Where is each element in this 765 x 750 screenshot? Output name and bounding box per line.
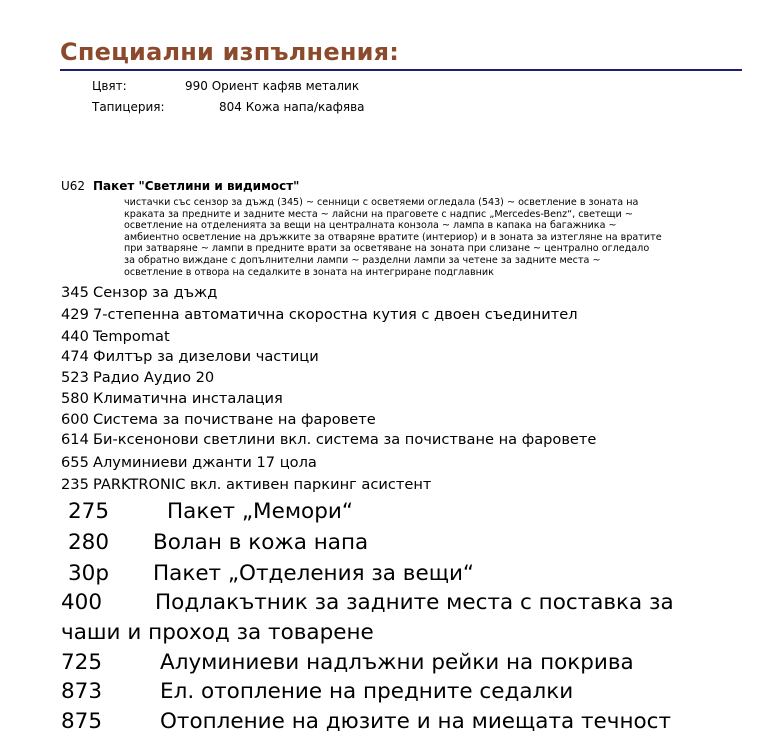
option-item xyxy=(61,306,578,323)
option-code: 655 xyxy=(61,454,89,471)
option-label: Радио Аудио 20 xyxy=(93,369,215,386)
option-code-large: 725 xyxy=(61,650,103,675)
package-description-line: чистачки със сензор за дъжд (345) ~ сенници с осветяеми огледала (543) ~ осветление в зоната на xyxy=(124,197,639,208)
package-description-line: осветление в отвора на седалките в зоната на интегриране подглавник xyxy=(124,266,494,278)
option-label-large-continued: чаши и проход за товарене xyxy=(61,620,374,645)
option-code-large: 400 xyxy=(61,590,103,615)
package-description-line: при затваряне ~ лампи в предните врати за осветяване на зоната при слизане ~ централно огледало xyxy=(124,243,650,255)
package-name: Пакет "Светлини и видимост" xyxy=(93,179,300,193)
option-item xyxy=(61,284,217,301)
option-item xyxy=(61,348,319,365)
option-label: PARKTRONIC вкл. активен паркинг асистент xyxy=(93,476,432,493)
option-label: Климатична инсталация xyxy=(93,390,283,407)
option-label: Система за почистване на фаровете xyxy=(93,411,376,428)
option-item xyxy=(61,431,596,448)
option-code: 474 xyxy=(61,348,89,365)
package-description-line: осветление на отделенията за вещи на централната конзола ~ лампа в капака на багажника ~ xyxy=(124,220,617,232)
option-code: 600 xyxy=(61,411,89,428)
option-label: Филтър за дизелови частици xyxy=(93,348,319,365)
option-code: 440 xyxy=(61,328,89,345)
color-value: 990 Ориент кафяв металик xyxy=(185,79,360,93)
page-title: Специални изпълнения: xyxy=(60,38,400,66)
option-label: Алуминиеви джанти 17 цола xyxy=(93,454,317,471)
option-code: 614 xyxy=(61,431,89,448)
option-item xyxy=(61,369,214,386)
option-code-large: 30р xyxy=(68,561,110,586)
option-code: 345 xyxy=(61,284,89,301)
option-label-large: Пакет „Мемори“ xyxy=(167,499,353,524)
option-item xyxy=(61,454,317,471)
option-label: Би-ксенонови светлини вкл. система за почистване на фаровете xyxy=(93,431,597,448)
package-description-line: краката за предните и задните места ~ лайсни на праговете с надпис „Mercedes-Benz“, светещи ~ xyxy=(124,208,633,220)
option-code-large: 873 xyxy=(61,679,103,704)
option-label-large: Ел. отопление на предните седалки xyxy=(160,679,574,704)
upholstery-label: Тапицерия: xyxy=(92,100,165,114)
color-label: Цвят: xyxy=(92,79,127,93)
upholstery-value: 804 Кожа напа/кафява xyxy=(219,100,365,114)
option-label-large: Отопление на дюзите и на миещата течност xyxy=(160,709,672,734)
package-description-line: амбиентно осветление на дръжките за отваряне вратите (интериор) и в зоната за изтегляне на вратите xyxy=(124,231,662,243)
option-code: 235 xyxy=(61,476,89,493)
option-item xyxy=(61,390,283,407)
option-code-large: 875 xyxy=(61,709,103,734)
package-code: U62 xyxy=(61,179,86,193)
option-label: 7-степенна автоматична скоростна кутия с двоен съединител xyxy=(93,306,578,323)
option-item xyxy=(61,411,376,428)
option-label: Tempomat xyxy=(93,328,170,345)
option-code-large: 275 xyxy=(68,499,110,524)
option-label-large: Алуминиеви надлъжни рейки на покрива xyxy=(160,650,634,675)
package-description xyxy=(124,197,664,278)
option-code-large: 280 xyxy=(68,530,110,555)
option-label-large: Подлакътник за задните места с поставка за xyxy=(155,590,674,615)
option-label: Сензор за дъжд xyxy=(93,284,218,301)
option-code: 429 xyxy=(61,306,89,323)
option-code: 580 xyxy=(61,390,89,407)
option-label-large: Волан в кожа напа xyxy=(153,530,369,555)
option-item xyxy=(61,476,431,493)
option-label-large: Пакет „Отделения за вещи“ xyxy=(153,561,475,586)
option-item xyxy=(61,328,170,345)
title-divider xyxy=(60,69,742,71)
package-description-line: за обратно виждане с допълнителни лампи ~ разделни лампи за четене за задните места ~ xyxy=(124,254,601,266)
option-code: 523 xyxy=(61,369,89,386)
